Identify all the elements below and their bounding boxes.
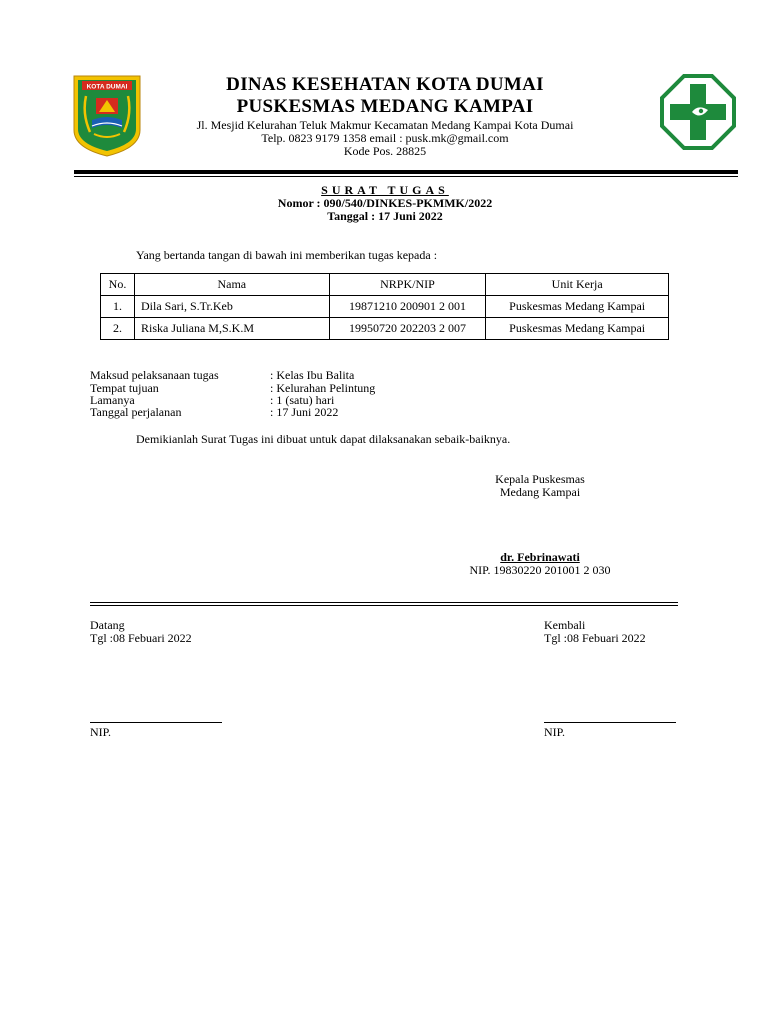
column-header-unit: Unit Kerja <box>486 274 669 296</box>
detail-label: Tempat tujuan <box>90 381 159 395</box>
detail-value: : Kelurahan Pelintung <box>270 381 376 395</box>
row-unit: Puskesmas Medang Kampai <box>486 296 669 318</box>
address-line: Jl. Mesjid Kelurahan Teluk Makmur Kecamatan Medang Kampai Kota Dumai <box>196 118 574 132</box>
row-name: Dila Sari, S.Tr.Keb <box>134 296 329 318</box>
table-header-row <box>101 274 669 296</box>
footer-divider <box>90 602 678 603</box>
arrival-date: Tgl :08 Febuari 2022 <box>90 631 192 645</box>
column-header-no: No. <box>101 274 135 296</box>
letter-title: SURAT TUGAS <box>321 183 449 197</box>
puskesmas-emblem <box>660 74 736 150</box>
signatory-nip: NIP. 19830220 201001 2 030 <box>469 563 611 577</box>
row-name: Riska Juliana M,S.K.M <box>134 318 329 340</box>
arrival-nip: NIP. <box>90 725 112 739</box>
row-nip: 19950720 202203 2 007 <box>329 318 486 340</box>
detail-value: : Kelas Ibu Balita <box>270 368 355 382</box>
signatory-unit: Medang Kampai <box>499 485 581 499</box>
detail-label: Maksud pelaksanaan tugas <box>90 368 219 382</box>
column-header-nip: NRPK/NIP <box>329 274 486 296</box>
return-signature-line <box>544 722 676 723</box>
detail-value: : 1 (satu) hari <box>270 393 335 407</box>
row-unit: Puskesmas Medang Kampai <box>486 318 669 340</box>
contact-line: Telp. 0823 9179 1358 email : pusk.mk@gmail.com <box>261 131 509 145</box>
kota-dumai-emblem <box>72 74 142 158</box>
postal-line: Kode Pos. 28825 <box>343 144 427 158</box>
signatory-name: dr. Febrinawati <box>500 550 580 564</box>
closing-text: Demikianlah Surat Tugas ini dibuat untuk dapat dilaksanakan sebaik-baiknya. <box>136 432 511 446</box>
intro-text: Yang bertanda tangan di bawah ini memberikan tugas kepada : <box>136 248 438 262</box>
table-row <box>101 318 669 340</box>
arrival-signature-line <box>90 722 222 723</box>
header-divider-thick <box>74 170 738 174</box>
row-number: 1. <box>101 296 135 318</box>
header-divider-thin <box>74 176 738 177</box>
letter-date: Tanggal : 17 Juni 2022 <box>327 209 443 223</box>
table-row <box>101 296 669 318</box>
return-nip: NIP. <box>544 725 566 739</box>
detail-label: Lamanya <box>90 393 135 407</box>
signatory-position: Kepala Puskesmas <box>495 472 585 486</box>
row-number: 2. <box>101 318 135 340</box>
footer-divider-second <box>90 605 678 606</box>
arrival-label: Datang <box>90 618 125 632</box>
agency-title: DINAS KESEHATAN KOTA DUMAI <box>226 74 544 95</box>
svg-text:KOTA DUMAI: KOTA DUMAI <box>86 83 128 91</box>
return-label: Kembali <box>544 618 586 632</box>
puskesmas-title: PUSKESMAS MEDANG KAMPAI <box>236 96 534 117</box>
column-header-name: Nama <box>134 274 329 296</box>
detail-value: : 17 Juni 2022 <box>270 405 339 419</box>
return-date: Tgl :08 Febuari 2022 <box>544 631 646 645</box>
row-nip: 19871210 200901 2 001 <box>329 296 486 318</box>
letter-number: Nomor : 090/540/DINKES-PKMMK/2022 <box>277 196 493 210</box>
assignee-table <box>100 273 669 340</box>
detail-label: Tanggal perjalanan <box>90 405 182 419</box>
